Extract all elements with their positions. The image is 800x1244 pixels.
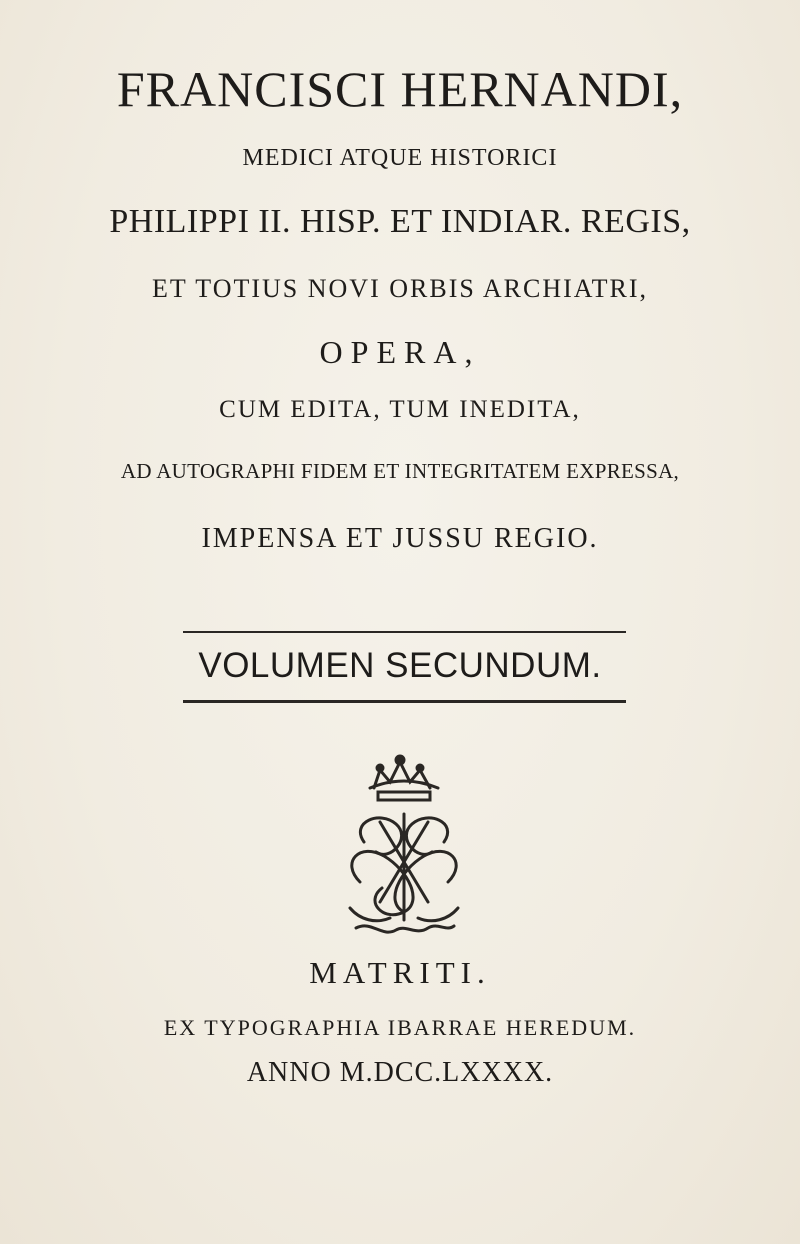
- imprint-year: ANNO M.DCC.LXXXX.: [246, 1057, 554, 1088]
- office-line: ET TOTIUS NOVI ORBIS ARCHIATRI,: [151, 274, 649, 303]
- royal-monogram-icon: [320, 752, 488, 952]
- fidelity-line: AD AUTOGRAPHI FIDEM ET INTEGRITATEM EXPRESSA,: [120, 459, 680, 483]
- author-role: MEDICI ATQUE HISTORICI: [242, 145, 558, 171]
- sponsorship-line: IMPENSA ET JUSSU REGIO.: [201, 523, 599, 554]
- patron-line: PHILIPPI II. HISP. ET INDIAR. REGIS,: [109, 203, 691, 240]
- rule-bottom: [183, 700, 626, 703]
- subtitle-line: CUM EDITA, TUM INEDITA,: [219, 396, 581, 423]
- author-heading: FRANCISCI HERNANDI,: [116, 61, 684, 117]
- imprint-city: MATRITI.: [309, 955, 491, 990]
- work-title: OPERA,: [319, 334, 481, 370]
- rule-top: [183, 631, 626, 633]
- imprint-printer: EX TYPOGRAPHIA IBARRAE HEREDUM.: [163, 1015, 637, 1040]
- volume-label: VOLUMEN SECUNDUM.: [198, 646, 602, 685]
